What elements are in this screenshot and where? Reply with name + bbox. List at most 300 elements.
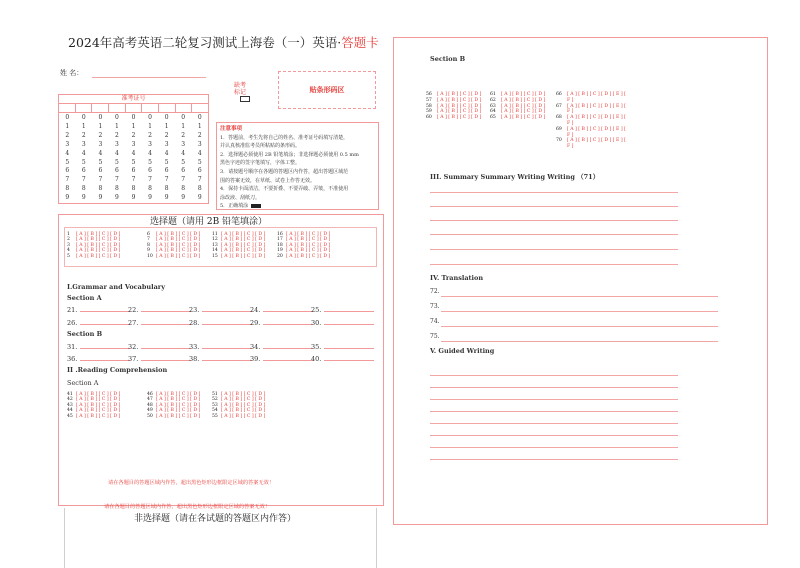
exam-id-digit[interactable]: 5 [131, 158, 136, 166]
blank-line[interactable] [80, 311, 130, 312]
answer-options[interactable]: [ A ] [ B ] [ C ] [ D ] [286, 248, 331, 254]
exam-id-column[interactable] [92, 114, 109, 203]
blank-number: 22. [128, 306, 139, 314]
exam-id-digit[interactable]: 8 [181, 185, 186, 193]
blank-line[interactable] [324, 324, 374, 325]
mc-row[interactable] [147, 254, 200, 259]
exam-id-digit[interactable]: 4 [164, 149, 169, 157]
answer-options[interactable]: [ A ] [ B ] [ C ] [ D ] [76, 408, 121, 414]
grammar-blank[interactable] [67, 355, 130, 363]
exam-id-digit[interactable]: 0 [164, 114, 169, 121]
exam-id-digit[interactable]: 5 [164, 158, 169, 166]
question-number: 50 [147, 413, 153, 419]
guided-writing-line[interactable] [430, 411, 678, 412]
exam-id-digit[interactable]: 1 [81, 122, 86, 130]
answer-options[interactable]: [ A ] [ B ] [ C ] [ D ] [221, 248, 266, 254]
exam-id-digit[interactable]: 0 [131, 114, 136, 121]
exam-id-digit[interactable]: 1 [98, 122, 103, 130]
answer-options[interactable]: [ A ] [ B ] [ C ] [ D ] [156, 392, 201, 397]
mc-row-six[interactable] [556, 138, 626, 150]
answer-options[interactable]: [ A ] [ B ] [ C ] [ D ] [437, 97, 482, 103]
grammar-blank[interactable] [311, 319, 374, 327]
summary-writing-line[interactable] [430, 206, 678, 207]
question-number: 47 [147, 397, 153, 403]
exam-id-digit[interactable]: 0 [148, 114, 152, 121]
grammar-blank[interactable] [128, 319, 191, 327]
exam-id-digit[interactable]: 5 [181, 158, 186, 166]
exam-id-digit[interactable]: 6 [181, 167, 186, 175]
grammar-blank[interactable] [189, 343, 252, 351]
translation-number: 75. [430, 333, 440, 340]
mc-row-six[interactable] [556, 115, 626, 127]
grammar-blank[interactable] [189, 306, 252, 314]
exam-id-digit[interactable]: 0 [98, 114, 103, 121]
answer-options[interactable]: [ A ] [ B ] [ C ] [ D ] [156, 408, 201, 414]
answer-options[interactable]: [ A ] [ B ] [ C ] [ D ] [76, 232, 121, 237]
answer-options[interactable]: [ A ] [ B ] [ C ] [ D ] [221, 253, 266, 259]
question-number: 60 [426, 115, 432, 121]
exam-id-digit[interactable]: 9 [65, 194, 70, 202]
nonchoice-title: 非选择题（请在各试题的答题区内作答） [134, 514, 297, 524]
exam-id-digit[interactable]: 5 [98, 158, 103, 166]
answer-options[interactable]: [ A ] [ B ] [ C ] [ D ] [501, 115, 546, 121]
mc-group-2[interactable] [147, 232, 200, 259]
notice-line: 涂改液、刮纸刀。 [220, 194, 261, 201]
exam-id-digit[interactable]: 6 [81, 167, 86, 175]
answer-options[interactable]: [ A ] [ B ] [ C ] [ D ] [156, 232, 201, 237]
question-number: 63 [490, 103, 496, 109]
grammar-blank[interactable] [67, 319, 130, 327]
translation-line[interactable] [441, 341, 718, 342]
exam-id-column[interactable] [158, 114, 175, 203]
exam-id-column[interactable] [192, 114, 209, 203]
mc-row[interactable] [426, 115, 481, 121]
answer-options[interactable]: [ A ] [ B ] [ C ] [ D ] [156, 402, 201, 408]
exam-id-digit[interactable]: 9 [197, 194, 202, 202]
section-b-group-1[interactable] [426, 92, 481, 121]
answer-options[interactable]: [ A ] [ B ] [ C ] [ D ] [286, 232, 331, 237]
mc-row[interactable] [490, 115, 545, 121]
answer-options[interactable]: [ A ] [ B ] [ C ] [ D ] [286, 242, 331, 248]
summary-writing-line[interactable] [430, 220, 678, 221]
blank-line[interactable] [80, 360, 130, 361]
exam-id-digit[interactable]: 1 [65, 122, 70, 130]
guided-writing-line[interactable] [430, 447, 678, 448]
answer-options[interactable]: [ A ] [ B ] [ C ] [ D ] [76, 397, 121, 403]
answer-options[interactable]: [ A ] [ B ] [ C ] [ D ] [156, 248, 201, 254]
question-number: 58 [426, 103, 432, 109]
exam-id-digit[interactable]: 5 [65, 158, 70, 166]
answer-options[interactable]: [ A ] [ B ] [ C ] [ D ] [286, 237, 331, 243]
answer-options[interactable]: [ A ] [ B ] [ C ] [ D ] [76, 242, 121, 248]
exam-id-digit[interactable]: 2 [197, 131, 202, 139]
notice-line: 围的答案无效，在草纸、试卷上作答无效。 [220, 177, 316, 184]
blank-line[interactable] [80, 324, 130, 325]
exam-id-digit[interactable]: 8 [148, 185, 152, 193]
reading-group-2[interactable] [147, 392, 200, 419]
exam-id-digit[interactable]: 8 [98, 185, 103, 193]
mc-group-3[interactable] [212, 232, 265, 259]
grammar-blank[interactable] [128, 355, 191, 363]
exam-id-digit[interactable]: 0 [181, 114, 186, 121]
summary-writing-line[interactable] [430, 249, 678, 250]
answer-options[interactable]: [ A ] [ B ] [ C ] [ D ] [156, 237, 201, 243]
exam-id-digit[interactable]: 3 [181, 140, 186, 148]
question-number: 67 [556, 103, 562, 109]
blank-line[interactable] [263, 311, 313, 312]
exam-id-digit[interactable]: 6 [197, 167, 202, 175]
notice-title: 注意事项 [220, 126, 243, 132]
exam-id-digit[interactable]: 5 [148, 158, 152, 166]
exam-id-column[interactable] [76, 114, 93, 203]
exam-id-digit[interactable]: 5 [115, 158, 119, 166]
question-number: 54 [212, 408, 218, 414]
guided-writing-line[interactable] [430, 423, 678, 424]
exam-id-digit[interactable]: 2 [81, 131, 86, 139]
exam-id-digits[interactable] [59, 114, 208, 203]
translation-line[interactable] [441, 296, 718, 297]
exam-id-digit[interactable]: 9 [181, 194, 186, 202]
blank-number: 34. [250, 343, 261, 351]
blank-number: 36. [67, 355, 78, 363]
exam-id-digit[interactable]: 4 [131, 149, 136, 157]
exam-id-column[interactable] [109, 114, 126, 203]
question-number: 59 [426, 109, 432, 115]
answer-options[interactable]: [ A ] [ B ] [ C ] [ D ] [437, 92, 482, 97]
exam-id-digit[interactable]: 3 [148, 140, 152, 148]
exam-id-digit[interactable]: 2 [98, 131, 103, 139]
answer-options[interactable]: [ A ] [ B ] [ C ] [ D ] [221, 232, 266, 237]
absent-label: 缺考 标记 [234, 82, 247, 96]
exam-id-digit[interactable]: 1 [148, 122, 152, 130]
blank-line[interactable] [141, 311, 191, 312]
exam-id-digit[interactable]: 7 [115, 176, 119, 184]
summary-title: III. Summary Summary Writing Writing （71） [430, 173, 600, 181]
answer-options[interactable]: [ A ] [ B ] [ C ] [ D ] [221, 402, 266, 408]
exam-id-digit[interactable]: 0 [65, 114, 70, 121]
notice-line: 黑色字迹的签字笔填写，字体工整。 [220, 160, 301, 167]
question-number: 68 [556, 115, 562, 121]
exam-id-digit[interactable]: 7 [98, 176, 103, 184]
mc-row-six[interactable] [556, 127, 626, 139]
reading-group-1[interactable] [67, 392, 120, 419]
answer-options[interactable]: [ A ] [ B ] [ C ] [ D ] [221, 237, 266, 243]
blank-line[interactable] [141, 324, 191, 325]
blank-number: 28. [189, 319, 200, 327]
exam-id-digit[interactable]: 3 [197, 140, 202, 148]
answer-options[interactable]: [ A ] [ B ] [ C ] [ D ] [ E ] [ [567, 115, 626, 121]
exam-id-digit[interactable]: 7 [65, 176, 70, 184]
answer-options-wrap[interactable]: F ] [567, 132, 574, 138]
exam-id-digit[interactable]: 3 [164, 140, 169, 148]
absent-checkbox[interactable] [240, 96, 250, 102]
answer-options-wrap[interactable]: F ] [567, 97, 574, 103]
question-number: 61 [490, 92, 496, 97]
answer-options[interactable]: [ A ] [ B ] [ C ] [ D ] [ E ] [ [567, 103, 626, 109]
answer-options[interactable]: [ A ] [ B ] [ C ] [ D ] [501, 97, 546, 103]
warning-text-overlap: 请在各题目的答题区域内作答，超出黑色矩形边框限定区域的答案无效！ [104, 504, 271, 510]
answer-options[interactable]: [ A ] [ B ] [ C ] [ D ] [221, 408, 266, 414]
exam-id-digit[interactable]: 1 [164, 122, 169, 130]
grammar-blank[interactable] [250, 306, 313, 314]
exam-id-digit[interactable]: 5 [197, 158, 202, 166]
exam-id-digit[interactable]: 7 [197, 176, 202, 184]
answer-options[interactable]: [ A ] [ B ] [ C ] [ D ] [ E ] [ [567, 138, 626, 144]
question-number: 1 [67, 232, 70, 237]
exam-id-digit[interactable]: 4 [197, 149, 202, 157]
blank-line[interactable] [324, 311, 374, 312]
question-number: 15 [212, 253, 218, 259]
exam-id-digit[interactable]: 8 [164, 185, 169, 193]
guided-writing-line[interactable] [430, 435, 678, 436]
exam-id-digit[interactable]: 9 [164, 194, 169, 202]
blank-number: 30. [311, 319, 322, 327]
question-number: 11 [212, 232, 218, 237]
question-number: 44 [67, 408, 73, 414]
mc-row[interactable] [67, 254, 120, 259]
answer-options[interactable]: [ A ] [ B ] [ C ] [ D ] [501, 103, 546, 109]
answer-options[interactable]: [ A ] [ B ] [ C ] [ D ] [501, 109, 546, 115]
answer-options[interactable]: [ A ] [ B ] [ C ] [ D ] [156, 242, 201, 248]
notice-line [220, 202, 375, 211]
question-number: 2 [67, 237, 70, 243]
answer-options[interactable]: [ A ] [ B ] [ C ] [ D ] [76, 237, 121, 243]
exam-id-digit[interactable]: 9 [98, 194, 103, 202]
mc-row-six[interactable] [556, 104, 626, 116]
answer-options[interactable]: [ A ] [ B ] [ C ] [ D ] [221, 242, 266, 248]
grammar-section-b: Section B [67, 330, 103, 338]
exam-id-digit[interactable]: 2 [115, 131, 119, 139]
exam-id-digit[interactable]: 9 [148, 194, 152, 202]
exam-id-column[interactable] [125, 114, 142, 203]
grammar-blank[interactable] [128, 306, 191, 314]
exam-id-column[interactable] [59, 114, 76, 203]
exam-id-digit[interactable]: 2 [65, 131, 70, 139]
blank-line[interactable] [202, 360, 252, 361]
page-title [68, 33, 379, 51]
answer-options[interactable]: [ A ] [ B ] [ C ] [ D ] [221, 392, 266, 397]
blank-line[interactable] [324, 360, 374, 361]
exam-id-digit[interactable]: 3 [81, 140, 86, 148]
exam-id-digit[interactable]: 6 [98, 167, 103, 175]
exam-id-digit[interactable]: 0 [197, 114, 202, 121]
answer-options-wrap[interactable]: F ] [567, 144, 574, 150]
blank-line[interactable] [202, 324, 252, 325]
exam-id-digit[interactable]: 4 [181, 149, 186, 157]
notice-line: 4．保持卡面清洁，不要折叠、不要弄破、弄皱，不准使用 [220, 186, 349, 193]
mc-row[interactable] [212, 414, 265, 419]
answer-options[interactable]: [ A ] [ B ] [ C ] [ D ] [76, 248, 121, 254]
blank-line[interactable] [141, 348, 191, 349]
exam-id-digit[interactable]: 4 [81, 149, 86, 157]
exam-id-digit[interactable]: 2 [181, 131, 186, 139]
exam-id-digit[interactable]: 1 [131, 122, 136, 130]
grammar-blank[interactable] [311, 355, 374, 363]
title-main: 2024年高考英语二轮复习测试上海卷（一）英语· [68, 35, 342, 50]
exam-id-digit[interactable]: 3 [115, 140, 119, 148]
question-number: 46 [147, 392, 153, 397]
blank-number: 39. [250, 355, 261, 363]
exam-id-digit[interactable]: 7 [81, 176, 86, 184]
exam-id-digit[interactable]: 9 [131, 194, 136, 202]
fill-sample-mark [251, 204, 261, 208]
question-number: 9 [147, 248, 150, 254]
guided-writing-line[interactable] [430, 375, 678, 376]
mc-row[interactable] [147, 414, 200, 419]
grammar-blank[interactable] [311, 306, 374, 314]
blank-number: 27. [128, 319, 139, 327]
mc-row[interactable] [277, 254, 330, 259]
exam-id-digit[interactable]: 6 [65, 167, 70, 175]
blank-line[interactable] [263, 324, 313, 325]
answer-options[interactable]: [ A ] [ B ] [ C ] [ D ] [ E ] [ [567, 92, 626, 97]
exam-id-digit[interactable]: 1 [197, 122, 202, 130]
section-b-group-2[interactable] [490, 92, 545, 121]
answer-options[interactable]: [ A ] [ B ] [ C ] [ D ] [76, 392, 121, 397]
answer-options-wrap[interactable]: F ] [567, 109, 574, 115]
grammar-blank[interactable] [311, 343, 374, 351]
blank-number: 35. [311, 343, 322, 351]
exam-id-digit[interactable]: 8 [115, 185, 119, 193]
exam-id-digit[interactable]: 6 [115, 167, 119, 175]
exam-id-digit[interactable]: 3 [65, 140, 70, 148]
exam-id-digit[interactable]: 4 [115, 149, 119, 157]
exam-id-digit[interactable]: 6 [164, 167, 169, 175]
mc-group-1[interactable] [67, 232, 120, 259]
guided-writing-line[interactable] [430, 387, 678, 388]
exam-id-digit[interactable]: 6 [131, 167, 136, 175]
exam-id-digit[interactable]: 0 [115, 114, 119, 121]
exam-id-digit[interactable]: 4 [148, 149, 152, 157]
question-number: 65 [490, 115, 496, 121]
grammar-blank[interactable] [67, 306, 130, 314]
mc-row[interactable] [212, 254, 265, 259]
answer-options[interactable]: [ A ] [ B ] [ C ] [ D ] [437, 103, 482, 109]
exam-id-digit[interactable]: 8 [197, 185, 202, 193]
mc-row-six[interactable] [556, 92, 626, 104]
exam-id-digit[interactable]: 8 [65, 185, 70, 193]
exam-id-digit[interactable]: 7 [131, 176, 136, 184]
notice-line: 1．答题前，考生先将自己的姓名、准考证号码填写清楚， [220, 134, 349, 141]
question-number: 3 [67, 242, 70, 248]
section-b-group-3[interactable] [556, 92, 626, 150]
exam-id-digit[interactable]: 4 [98, 149, 103, 157]
exam-id-digit[interactable]: 9 [81, 194, 86, 202]
grammar-blank[interactable] [189, 355, 252, 363]
grammar-blank[interactable] [250, 319, 313, 327]
exam-id-digit[interactable]: 3 [98, 140, 103, 148]
answer-options[interactable]: [ A ] [ B ] [ C ] [ D ] [ E ] [ [567, 126, 626, 132]
question-number: 62 [490, 97, 496, 103]
blank-line[interactable] [324, 348, 374, 349]
answer-options[interactable]: [ A ] [ B ] [ C ] [ D ] [156, 397, 201, 403]
blank-line[interactable] [202, 311, 252, 312]
grammar-title: I.Grammar and Vocabulary [67, 283, 165, 291]
exam-id-digit[interactable]: 6 [148, 167, 152, 175]
translation-line[interactable] [441, 311, 718, 312]
exam-id-digit[interactable]: 1 [181, 122, 186, 130]
grammar-blank[interactable] [67, 343, 130, 351]
answer-options[interactable]: [ A ] [ B ] [ C ] [ D ] [437, 115, 482, 121]
exam-id-digit[interactable]: 2 [131, 131, 136, 139]
exam-id-column[interactable] [142, 114, 159, 203]
exam-id-digit[interactable]: 5 [81, 158, 86, 166]
answer-options[interactable]: [ A ] [ B ] [ C ] [ D ] [76, 402, 121, 408]
grammar-blank[interactable] [128, 343, 191, 351]
summary-writing-line[interactable] [430, 192, 678, 193]
reading-group-3[interactable] [212, 392, 265, 419]
exam-id-digit[interactable]: 2 [148, 131, 152, 139]
blank-line[interactable] [141, 360, 191, 361]
blank-number: 38. [189, 355, 200, 363]
exam-id-digit[interactable]: 7 [181, 176, 186, 184]
mc-row[interactable] [67, 414, 120, 419]
exam-id-digit[interactable]: 7 [164, 176, 169, 184]
guided-writing-line[interactable] [430, 399, 678, 400]
question-number: 66 [556, 92, 562, 97]
exam-id-digit[interactable]: 8 [131, 185, 136, 193]
exam-id-digit[interactable]: 3 [131, 140, 136, 148]
answer-options[interactable]: [ A ] [ B ] [ C ] [ D ] [501, 92, 546, 97]
blank-line[interactable] [263, 348, 313, 349]
blank-number: 37. [128, 355, 139, 363]
mc-group-4[interactable] [277, 232, 330, 259]
answer-options[interactable]: [ A ] [ B ] [ C ] [ D ] [156, 253, 201, 259]
blank-line[interactable] [202, 348, 252, 349]
blank-number: 29. [250, 319, 261, 327]
question-number: 6 [147, 232, 150, 237]
grammar-blank[interactable] [250, 343, 313, 351]
exam-id-digit[interactable]: 7 [148, 176, 152, 184]
exam-id-digit[interactable]: 8 [81, 185, 86, 193]
answer-options[interactable]: [ A ] [ B ] [ C ] [ D ] [156, 413, 201, 419]
blank-line[interactable] [80, 348, 130, 349]
exam-id-digit[interactable]: 0 [81, 114, 86, 121]
answer-options[interactable]: [ A ] [ B ] [ C ] [ D ] [76, 253, 121, 259]
summary-writing-line[interactable] [430, 264, 678, 265]
blank-line[interactable] [263, 360, 313, 361]
name-field[interactable] [92, 77, 206, 78]
answer-options-wrap[interactable]: F ] [567, 120, 574, 126]
translation-line[interactable] [441, 326, 718, 327]
exam-id-digit[interactable]: 1 [115, 122, 119, 130]
answer-options[interactable]: [ A ] [ B ] [ C ] [ D ] [221, 413, 266, 419]
grammar-blank[interactable] [250, 355, 313, 363]
exam-id-label: 准考证号 [59, 95, 208, 104]
question-number: 55 [212, 413, 218, 419]
summary-writing-line[interactable] [430, 234, 678, 235]
answer-options[interactable]: [ A ] [ B ] [ C ] [ D ] [437, 109, 482, 115]
exam-id-boxes[interactable] [59, 103, 208, 113]
exam-id-column[interactable] [175, 114, 192, 203]
answer-options[interactable]: [ A ] [ B ] [ C ] [ D ] [221, 397, 266, 403]
exam-id-digit[interactable]: 2 [164, 131, 169, 139]
warning-text: 请在各题目的答题区域内作答，超出黑色矩形边框限定区域的答案无效！ [108, 480, 275, 486]
question-number: 64 [490, 109, 496, 115]
question-number: 70 [556, 138, 562, 144]
translation-number: 73. [430, 303, 440, 310]
question-number: 57 [426, 97, 432, 103]
question-number: 45 [67, 413, 73, 419]
answer-options[interactable]: [ A ] [ B ] [ C ] [ D ] [286, 253, 331, 259]
guided-writing-line[interactable] [430, 459, 678, 460]
exam-id-digit[interactable]: 4 [65, 149, 70, 157]
grammar-blank[interactable] [189, 319, 252, 327]
question-number: 18 [277, 242, 283, 248]
exam-id-digit[interactable]: 9 [115, 194, 119, 202]
answer-options[interactable]: [ A ] [ B ] [ C ] [ D ] [76, 413, 121, 419]
blank-number: 25. [311, 306, 322, 314]
